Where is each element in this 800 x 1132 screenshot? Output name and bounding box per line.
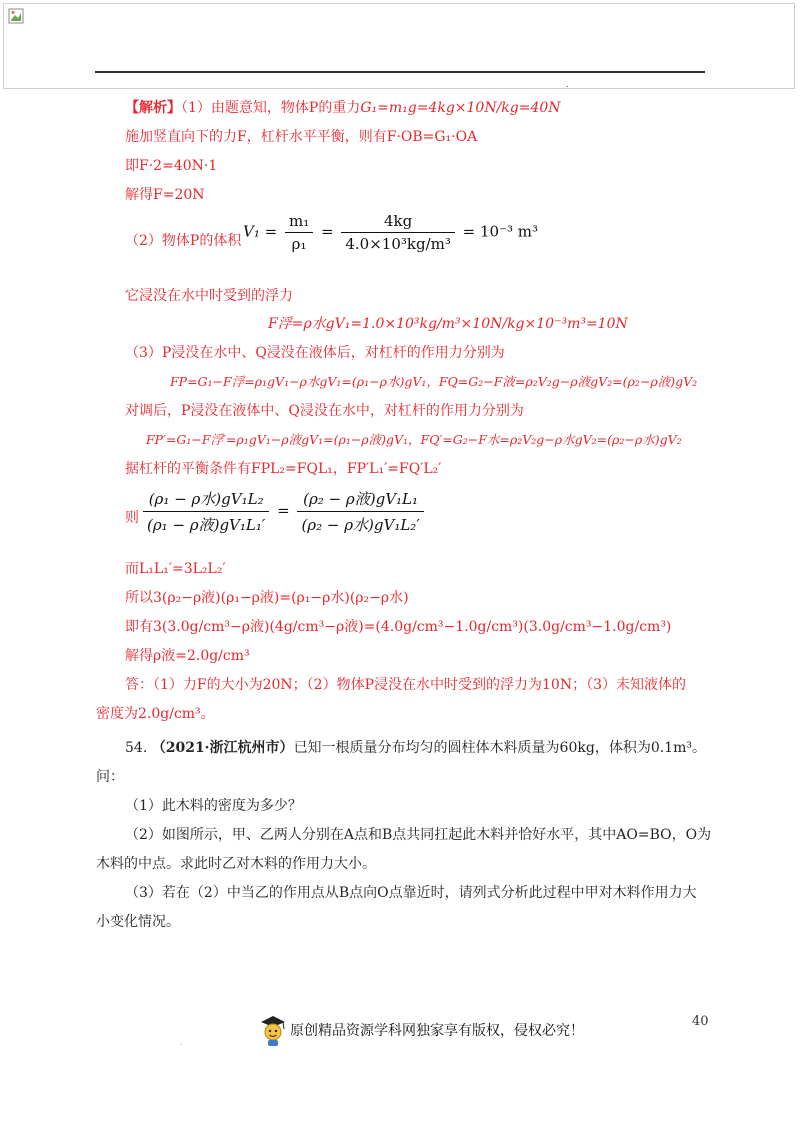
answer-line-2: 密度为2.0g/cm³。 [96,706,215,722]
solution-line-15: 所以3(ρ₂−ρ液)(ρ₁−ρ液)=(ρ₁−ρ水)(ρ₂−ρ水) [125,590,409,606]
page-number: 40 [692,1014,709,1029]
solution-tag: 【解析】 [125,100,181,116]
answer-line-1: 答：（1）力F的大小为20N；（2）物体P浸没在水中时受到的浮力为10N；（3）未知液体的 [125,677,686,693]
balance-formula: $\frac{\text{(ρ₁ − ρ水)gV₁L₂}}{\text{(ρ₁ − ρ液)gV₁L₁′}}$ = $\frac{\text{(ρ₂ − ρ液)gV₁L₁}}{\text{(ρ₂ − ρ水)gV₁L₂′}}$ [140,488,427,535]
header-dot: . [566,80,569,90]
fraction-left: $\frac{\text{(ρ₁ − ρ水)gV₁L₂}}{\text{(ρ₁ − ρ液)gV₁L₁′}}$ [143,488,269,535]
question-source: （2021·浙江杭州市） [151,740,294,756]
graduate-mascot-icon [258,1012,288,1048]
solution-line-14: 而L₁L₁′=3L₂L₂′ [125,561,226,577]
solution-line-2: 施加竖直向下的力F，杠杆水平平衡，则有F·OB=G₁·OA [125,129,478,145]
question-number: 54. [125,740,148,756]
solution-line-5-label: （2）物体P的体积 [125,233,242,249]
question-part-2: （2）如图所示，甲、乙两人分别在A点和B点共同扛起此木料并恰好水平，其中AO=BO，O为 [125,827,712,843]
question-part-3: （3）若在（2）中当乙的作用点从B点向O点靠近时，请列式分析此过程中甲对木料作用力大 [125,885,697,901]
fraction-mass-density: $\frac{\text{m₁}}{\text{ρ₁}}$ [285,212,313,253]
fraction-right: $\frac{\text{(ρ₂ − ρ液)gV₁L₁}}{\text{(ρ₂ − ρ水)gV₁L₂′}}$ [297,488,423,535]
solution-line-6: 它浸没在水中时受到的浮力 [125,288,293,304]
solution-line-11: FP′=G₁−F浮′=ρ₁gV₁−ρ液gV₁=(ρ₁−ρ液)gV₁，FQ′=G₂−F水=ρ₂V₂g−ρ水gV₂=(ρ₂−ρ水)gV₂ [146,432,682,447]
solution-line-17: 解得ρ液=2.0g/cm³ [125,648,250,664]
solution-line-13-label: 则 [125,510,139,526]
solution-line-1: 【解析】（1）由题意知，物体P的重力G₁=m₁g=4kg×10N/kg=40N [125,100,561,116]
solution-line-4: 解得F=20N [125,187,205,203]
solution-line-7: F浮=ρ水gV₁=1.0×10³kg/m³×10N/kg×10⁻³m³=10N [268,316,628,332]
volume-formula: V₁ = $\frac{\text{m₁}}{\text{ρ₁}}$ = $\frac{4kg}{\text{4.0×10³kg/m³}}$ = 10⁻³ m³ [243,212,539,253]
header-rule [95,71,705,73]
question-line-2: 问： [96,769,124,785]
header-frame [3,3,795,89]
solution-line-8: （3）P浸没在水中、Q浸没在液体后，对杠杆的作用力分别为 [125,345,505,361]
solution-line-16: 即有3(3.0g/cm³−ρ液)(4g/cm³−ρ液)=(4.0g/cm³−1.0g/cm³)(3.0g/cm³−1.0g/cm³) [125,619,672,635]
solution-line-12: 据杠杆的平衡条件有FPL₂=FQL₁，FP′L₁′=FQ′L₂′ [125,461,442,477]
question-part-1: （1）此木料的密度为多少？ [125,798,302,814]
question-part-3-cont: 小变化情况。 [96,914,180,930]
solution-line-9: FP=G₁−F浮=ρ₁gV₁−ρ水gV₁=(ρ₁−ρ水)gV₁，FQ=G₂−F液=ρ₂V₂g−ρ液gV₂=(ρ₂−ρ液)gV₂ [170,374,698,389]
copyright-notice: 原创精品资源学科网独家享有版权，侵权必究！ [290,1023,584,1039]
question-line-1: 54. （2021·浙江杭州市）已知一根质量分布均匀的圆柱体木料质量为60kg，体积为0.1m³。 [125,740,706,756]
broken-image-icon [8,8,24,24]
question-part-2-cont: 木料的中点。求此时乙对木料的作用力大小。 [96,856,376,872]
solution-line-3: 即F·2=40N·1 [125,158,218,174]
footer-dot: . [180,1038,183,1047]
solution-line-10: 对调后，P浸没在液体中、Q浸没在水中，对杠杆的作用力分别为 [125,403,524,419]
fraction-values: $\frac{4kg}{\text{4.0×10³kg/m³}}$ [341,212,455,253]
